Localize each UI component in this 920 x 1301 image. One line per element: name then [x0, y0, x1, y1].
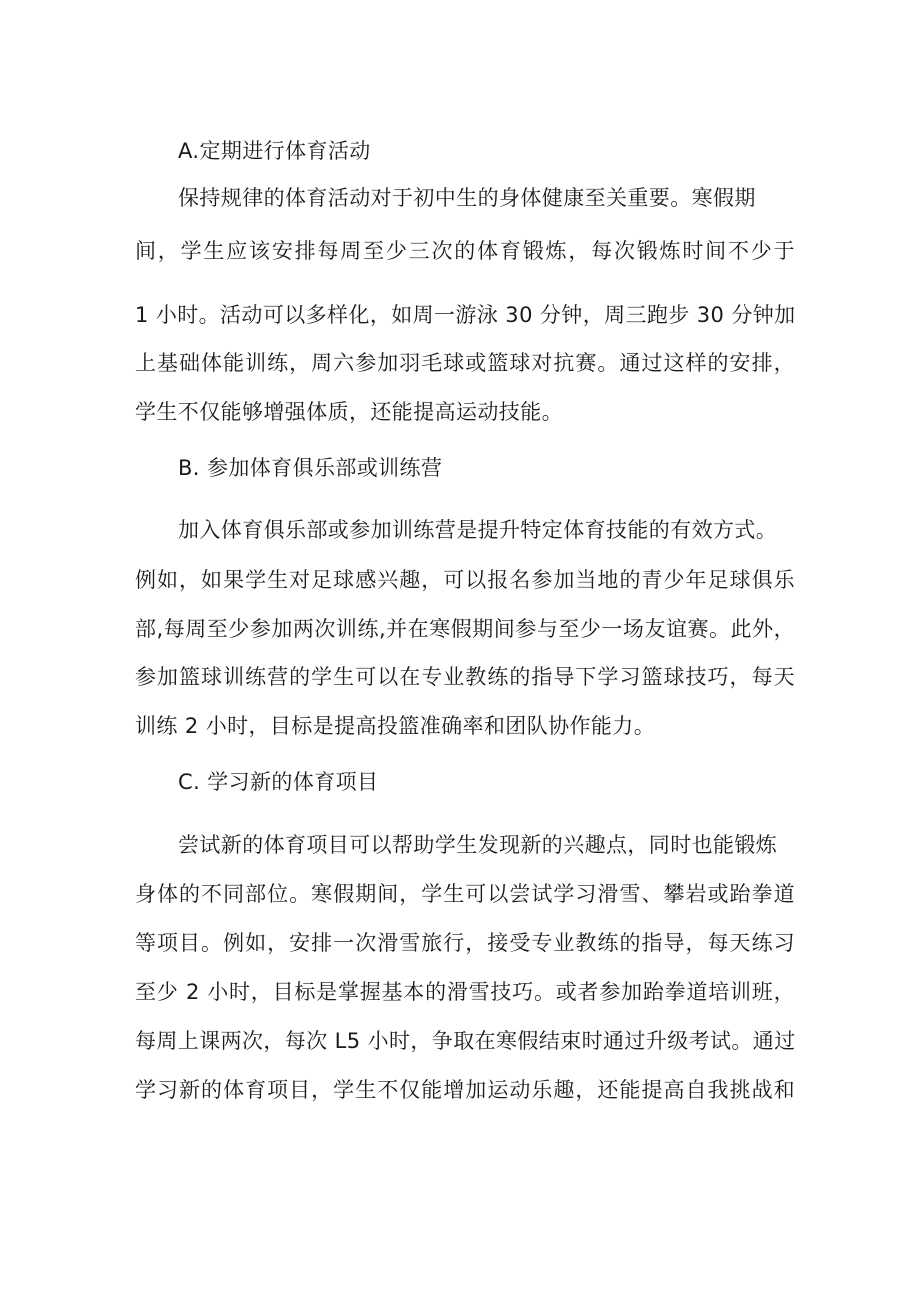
section-b-heading: B. 参加体育俱乐部或训练营 [178, 456, 443, 480]
section-a-line-1: 保持规律的体育活动对于初中生的身体健康至关重要。寒假期 [178, 186, 756, 210]
section-a-line-5: 学生不仅能够增强体质，还能提高运动技能。 [135, 400, 563, 424]
section-c-line-2: 身体的不同部位。寒假期间，学生可以尝试学习滑雪、攀岩或跆拳道 [135, 882, 795, 906]
section-a-heading: A.定期进行体育活动 [178, 139, 371, 163]
section-b-line-2: 例如，如果学生对足球感兴趣，可以报名参加当地的青少年足球俱乐 [135, 568, 795, 592]
section-b-line-5: 训练 2 小时，目标是提高投篮准确率和团队协作能力。 [135, 714, 656, 738]
section-c-line-3: 等项目。例如，安排一次滑雪旅行，接受专业教练的指导，每天练习 [135, 931, 795, 955]
section-b-line-1: 加入体育俱乐部或参加训练营是提升特定体育技能的有效方式。 [178, 518, 778, 542]
section-c-line-4: 至少 2 小时，目标是掌握基本的滑雪技巧。或者参加跆拳道培训班， [135, 980, 795, 1004]
section-c-line-6: 学习新的体育项目，学生不仅能增加运动乐趣，还能提高自我挑战和 [135, 1078, 795, 1102]
section-c-line-5: 每周上课两次，每次 L5 小时，争取在寒假结束时通过升级考试。通过 [135, 1029, 796, 1053]
section-a-line-2: 间，学生应该安排每周至少三次的体育锻炼，每次锻炼时间不少于 [135, 239, 795, 263]
section-c-line-1: 尝试新的体育项目可以帮助学生发现新的兴趣点，同时也能锻炼 [178, 833, 778, 857]
section-a-line-3: 1 小时。活动可以多样化，如周一游泳 30 分钟，周三跑步 30 分钟加 [135, 303, 796, 327]
section-a-line-4: 上基础体能训练，周六参加羽毛球或篮球对抗赛。通过这样的安排， [135, 351, 795, 375]
section-b-line-4: 参加篮球训练营的学生可以在专业教练的指导下学习篮球技巧，每天 [135, 665, 795, 689]
section-b-line-3: 部,每周至少参加两次训练,并在寒假期间参与至少一场友谊赛。此外， [135, 617, 795, 641]
section-c-heading: C. 学习新的体育项目 [178, 770, 379, 794]
